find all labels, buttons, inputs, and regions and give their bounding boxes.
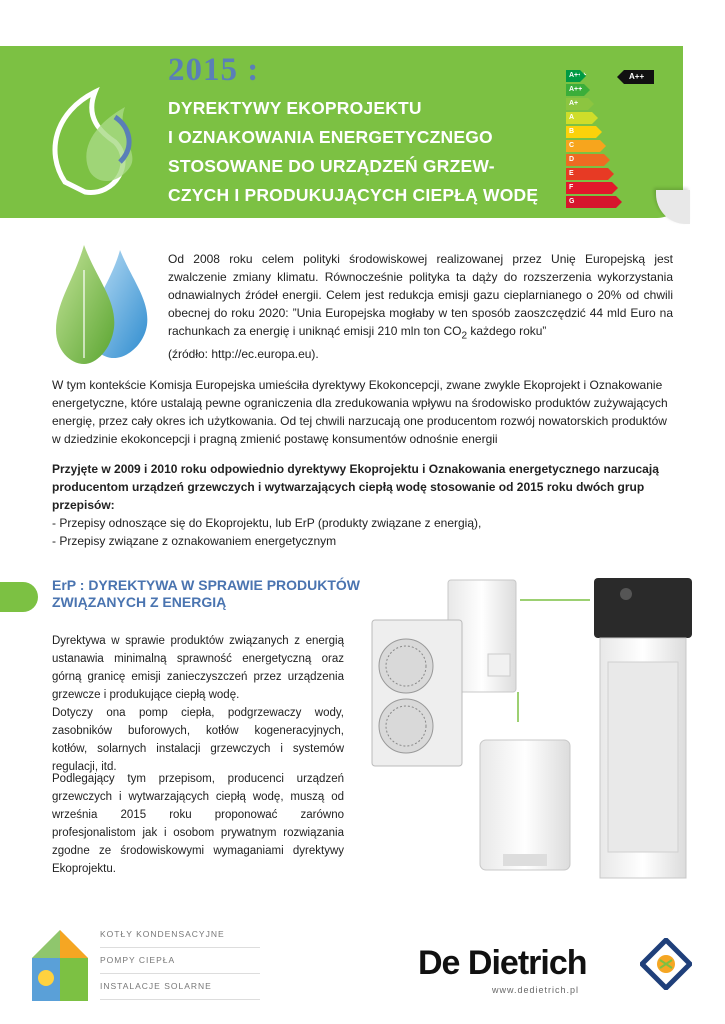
header-title bbox=[168, 94, 548, 210]
energy-class-bar: F bbox=[566, 182, 612, 194]
adopted-bold-text: Przyjęte w 2009 i 2010 roku odpowiednio dyrektywy Ekoprojektu i Oznakowania energetycznego narzucają producentom urządzeń grzewczych i wytwarzających ciepłą wodę stosowanie od 2015 roku dwóch grup przepisów: bbox=[52, 462, 659, 512]
footer-menu-item[interactable]: KOTŁY KONDENSACYJNE bbox=[100, 922, 260, 948]
section-text: Dotyczy ona pomp ciepła, podgrzewaczy wody, zasobników buforowych, kotłów kogeneracyjnych, kotłów, solarnych instalacji grzewczych i systemów regulacji, itd. bbox=[52, 707, 344, 773]
water-drop-leaf-icon bbox=[45, 72, 145, 202]
energy-class-bar: G bbox=[566, 196, 616, 208]
context-paragraph: W tym kontekście Komisja Europejska umieściła dyrektywy Ekokoncepcji, zwane zwykle Ekoprojekt i Oznakowanie energetyczne, które ustalają pewne ograniczenia dla zredukowania wpływu na środowisko produktów zużywających energię, przez cały okres ich użytkowania. Od tej chwili narzucają one producentom rozwój nowatorskich produktów w dziedzinie ekokoncepcji i pragną zmienić postawę konsumentów odnośnie energii bbox=[52, 378, 668, 446]
section-title bbox=[52, 577, 392, 611]
section-title-line: ZWIĄZANYCH Z ENERGIĄ bbox=[52, 594, 227, 610]
energy-class-bar: C bbox=[566, 140, 600, 152]
brand-name: De Dietrich bbox=[418, 944, 587, 982]
energy-class-bar: D bbox=[566, 154, 604, 166]
energy-class-bar: B bbox=[566, 126, 596, 138]
energy-class-badge: A++ bbox=[624, 70, 654, 84]
adopted-list-item: - Przepisy związane z oznakowaniem energetycznym bbox=[52, 534, 337, 548]
energy-class-bar: A bbox=[566, 112, 592, 124]
footer-menu-item[interactable]: POMPY CIEPŁA bbox=[100, 948, 260, 974]
water-drops-icon bbox=[52, 240, 152, 370]
co2-subscript: 2 bbox=[461, 330, 468, 342]
heating-products-image bbox=[368, 572, 698, 884]
section-paragraph bbox=[52, 632, 344, 776]
energy-class-bar: A++ bbox=[566, 84, 584, 96]
intro-text: Od 2008 roku celem polityki środowiskowej realizowanej przez Unię Europejską jest zwalczenie zmiany klimatu. Równocześnie polityka ta dąży do rozszerzenia wykorzystania odnawialnych źródeł energii. Celem jest redukcja emisji gazu cieplarnianego o 20% od chwili obecnej do roku 2020: ”Unia Europejska mogłaby w ten sposób zaoszczędzić 44 mld Euro na rachunkach za energię i uniknąć emisji 210 mln ton CO bbox=[168, 252, 673, 338]
page-curl bbox=[656, 190, 690, 224]
renewable-energy-house-icon bbox=[30, 928, 90, 1003]
header-title-line: DYREKTYWY EKOPROJEKTU bbox=[168, 98, 422, 118]
intro-paragraph bbox=[168, 250, 673, 363]
section-accent-bar bbox=[0, 582, 38, 612]
adopted-list-item: - Przepisy odnoszące się do Ekoprojektu, lub ErP (produkty związane z energią), bbox=[52, 516, 482, 530]
header-title-line: STOSOWANE DO URZĄDZEŃ GRZEW- bbox=[168, 156, 495, 176]
year-heading: 2015 : bbox=[168, 52, 260, 88]
brand-website-link[interactable]: www.dedietrich.pl bbox=[492, 985, 580, 995]
intro-text-end: każdego roku” bbox=[467, 324, 547, 338]
energy-label-scale bbox=[566, 70, 626, 210]
header-title-line: I OZNAKOWANIA ENERGETYCZNEGO bbox=[168, 127, 493, 147]
section-text: Dyrektywa w sprawie produktów związanych z energią ustanawia minimalną sprawność energetyczną oraz górną granicę emisji zanieczyszczeń przez urządzenia grzewcze i produkujące ciepłą wodę. bbox=[52, 635, 344, 701]
energy-class-bar: E bbox=[566, 168, 608, 180]
brand-diamond-icon bbox=[640, 938, 692, 990]
header-title-line: CZYCH I PRODUKUJĄCYCH CIEPŁĄ WODĘ bbox=[168, 185, 539, 205]
footer-menu-item[interactable]: INSTALACJE SOLARNE bbox=[100, 974, 260, 1000]
energy-class-bar: A+ bbox=[566, 98, 588, 110]
section-paragraph-2: Podlegający tym przepisom, producenci urządzeń grzewczych i wytwarzających ciepłą wodę, muszą od września 2015 roku proponować zarówno profesjonalistom jak i osobom prywatnym rozwiązania zgodne ze środowiskowymi wymaganiami dyrektywy Ekoprojektu. bbox=[52, 773, 344, 875]
footer-menu bbox=[100, 922, 260, 1000]
intro-source: (źródło: http://ec.europa.eu). bbox=[168, 347, 319, 362]
adopted-paragraph bbox=[52, 460, 674, 550]
energy-class-bar: A+++ bbox=[566, 70, 580, 82]
section-title-line: ErP : DYREKTYWA W SPRAWIE PRODUKTÓW bbox=[52, 577, 361, 593]
